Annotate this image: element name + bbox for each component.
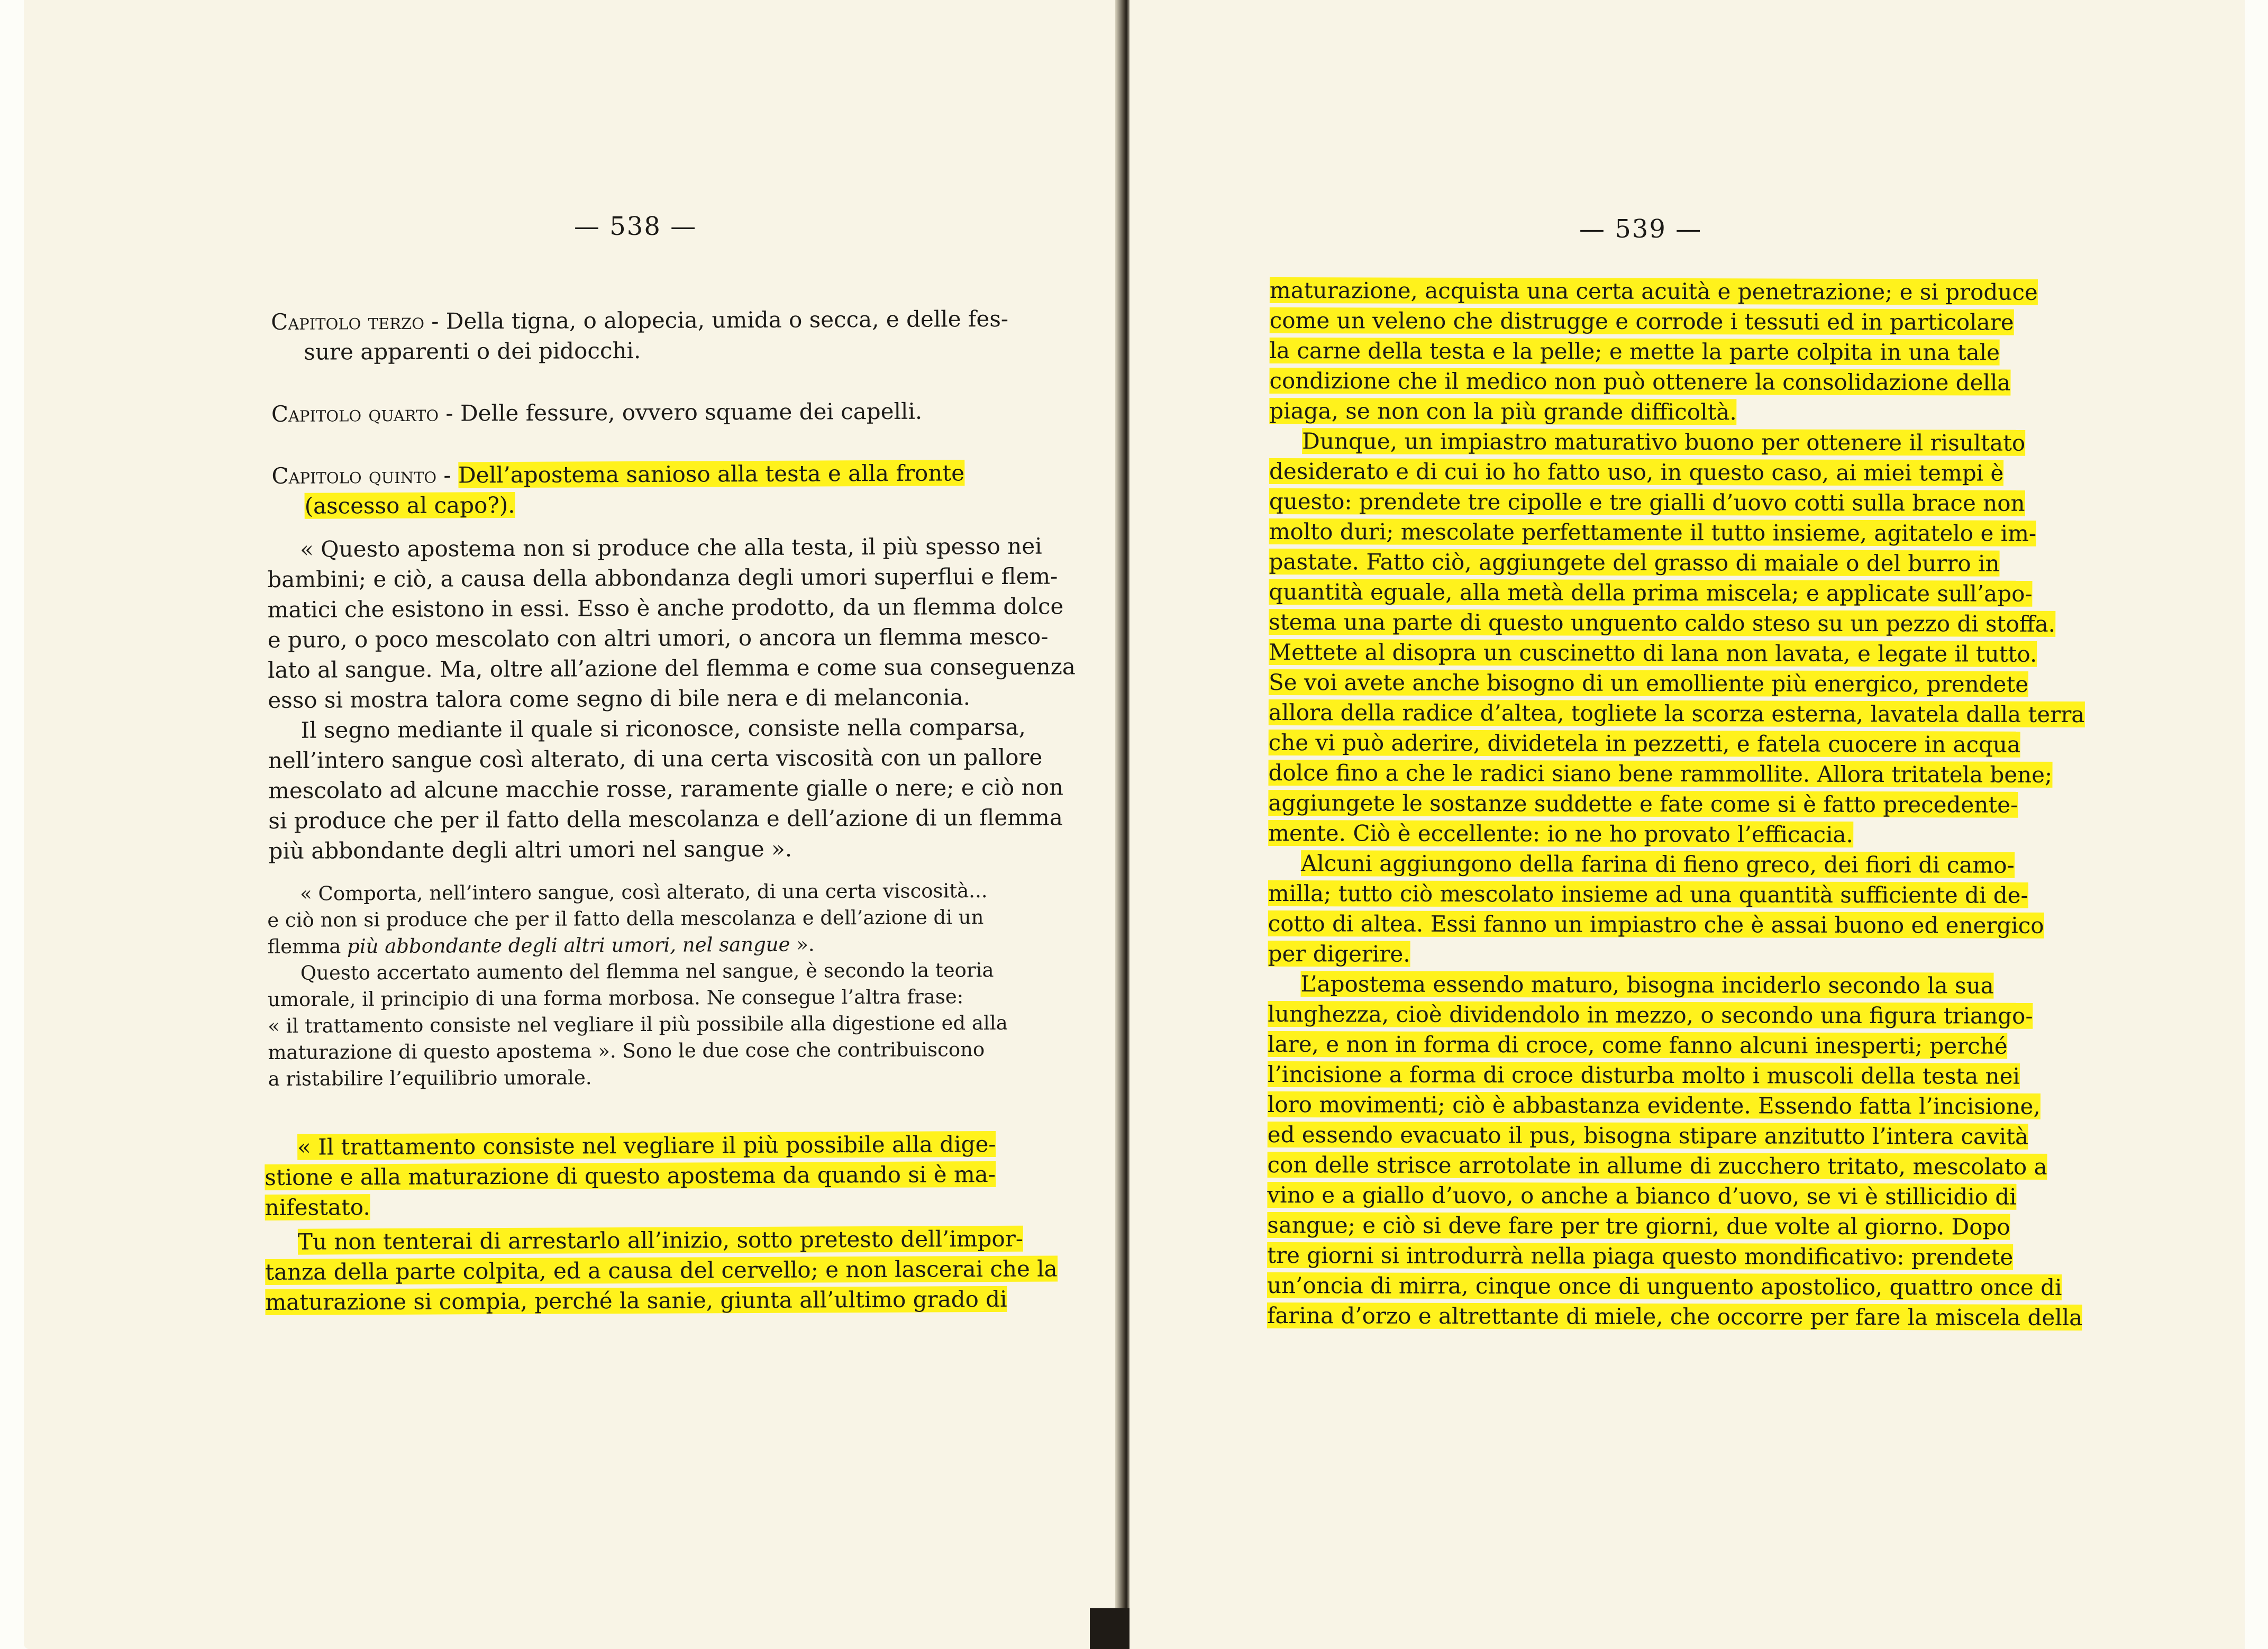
- text-line: [265, 1254, 1058, 1287]
- text-line: [265, 1224, 1048, 1257]
- highlighted-text: maturazione, acquista una certa acuità e penetrazione; e si produce: [1269, 277, 2038, 305]
- text-line: maturazione di questo apostema ». Sono le due cose che contribuiscono: [268, 1038, 985, 1064]
- highlighted-text: loro movimenti; ciò è abbastanza evidente. Essendo fatta l’incisione,: [1267, 1091, 2041, 1119]
- text-line: [1269, 486, 2094, 518]
- text-line: [1268, 1150, 2093, 1182]
- text-line: [1268, 788, 2093, 820]
- highlighted-text: per digerire.: [1268, 940, 1410, 967]
- highlighted-text: lunghezza, cioè dividendolo in mezzo, o secondo una figura triango-: [1268, 1000, 2033, 1029]
- text-line: [1269, 577, 2094, 609]
- highlighted-text: vino e a giallo d’uovo, o anche a bianco d’uovo, se vi è stillicidio di: [1267, 1181, 2017, 1210]
- chapter-list: [271, 304, 1055, 521]
- text-line: [1267, 1240, 2092, 1272]
- text-line: [265, 1189, 1048, 1223]
- text-line: [1269, 607, 2094, 639]
- text-line: [1268, 969, 2093, 1001]
- text-line: mescolato ad alcune macchie rosse, raramente gialle o nere; e ciò non: [268, 774, 1064, 804]
- text-line: e ciò non si produce che per il fatto della mescolanza e dell’azione di un: [267, 906, 984, 932]
- chapter-label: Capitolo terzo: [271, 308, 425, 335]
- highlighted-text: che vi può aderire, dividetela in pezzetti, e fatela cuocere in acqua: [1268, 729, 2021, 758]
- text-line: lato al sangue. Ma, oltre all’azione del flemma e come sua conseguenza: [268, 653, 1076, 683]
- page-number-right: — 539 —: [1579, 214, 1702, 244]
- text-line: esso si mostra talora come segno di bile nera e di melanconia.: [268, 684, 971, 713]
- text-line: [1269, 516, 2094, 549]
- highlighted-text: mente. Ciò è eccellente: io ne ho provato l’efficacia.: [1268, 819, 1854, 848]
- text-line: [1268, 1089, 2093, 1122]
- text-line: [1270, 305, 2095, 338]
- highlighted-text: un’oncia di mirra, cinque once di unguento apostolico, quattro once di: [1267, 1272, 2062, 1300]
- text-line: nell’intero sangue così alterato, di una certa viscosità con un pallore: [268, 744, 1043, 773]
- highlighted-text: Mettete al disopra un cuscinetto di lana non lavata, e legate il tutto.: [1269, 639, 2037, 667]
- text-line: [1269, 727, 2094, 760]
- chapter-title-line: sure apparenti o dei pidocchi.: [304, 337, 641, 365]
- right-page: [1130, 0, 2245, 1649]
- highlighted-text: Dunque, un impiastro maturativo buono per ottenere il risultato: [1302, 428, 2026, 456]
- highlighted-text: tre giorni si introdurrà nella piaga questo mondificativo: prendete: [1267, 1242, 2014, 1270]
- text-line: [1267, 1210, 2092, 1242]
- highlighted-text: molto duri; mescolate perfettamente il tutto insieme, agitatelo e im-: [1269, 518, 2037, 546]
- text-line: [1268, 1059, 2093, 1091]
- chapter-heading: Capitolo quinto - Dell’apostema sanioso alla testa e alla fronte: [271, 460, 965, 489]
- highlighted-text: « Il trattamento consiste nel vegliare il più possibile alla dige-: [297, 1131, 996, 1160]
- highlighted-text: desiderato e di cui io ho fatto uso, in questo caso, ai miei tempi è: [1269, 458, 2004, 486]
- text-line: [1268, 939, 2093, 971]
- highlighted-text: l’incisione a forma di croce disturba molto i muscoli della testa nei: [1267, 1061, 2020, 1089]
- text-line: [1267, 1270, 2092, 1302]
- quoted-passage: [267, 531, 1076, 866]
- highlighted-text: aggiungete le sostanze suddette e fate come si è fatto precedente-: [1268, 789, 2018, 818]
- highlighted-text: nifestato.: [265, 1194, 370, 1220]
- highlighted-text: (ascesso al capo?).: [304, 491, 515, 519]
- text-line: [1269, 396, 2094, 428]
- text-line: [1269, 426, 2094, 458]
- highlighted-text: Alcuni aggiungono della farina di fieno greco, dei fiori di camo-: [1301, 850, 2015, 878]
- highlighted-text: questo: prendete tre cipolle e tre gialli d’uovo cotti sulla brace non: [1269, 488, 2025, 516]
- text-line: [1270, 275, 2095, 307]
- highlighted-text: farina d’orzo e altrettante di miele, che occorre per fare la miscela della: [1267, 1302, 2083, 1331]
- highlighted-text: pastate. Fatto ciò, aggiungete del grasso di maiale o del burro in: [1269, 548, 2000, 577]
- text-line: a ristabilire l’equilibrio umorale.: [268, 1066, 592, 1090]
- text-line: [1268, 908, 2093, 941]
- highlighted-text: condizione che il medico non può ottenere la consolidazione della: [1269, 367, 2011, 396]
- right-page-text: [1267, 275, 2095, 1333]
- chapter-heading: Capitolo quarto - Delle fessure, ovvero squame dei capelli.: [271, 398, 923, 427]
- text-line: [1268, 818, 2093, 850]
- text-line: « Comporta, nell’intero sangue, così alterato, di una certa viscosità...: [300, 879, 988, 905]
- text-line: [1269, 637, 2094, 669]
- text-line: [1267, 1300, 2092, 1333]
- highlighted-text: quantità eguale, alla metà della prima miscela; e applicate sull’apo-: [1269, 578, 2033, 607]
- text-line: [1268, 758, 2093, 790]
- highlighted-text: allora della radice d’altea, togliete la scorza esterna, lavatela dalla terra: [1268, 699, 2085, 728]
- text-line: « il trattamento consiste nel vegliare il più possibile alla digestione ed alla: [268, 1011, 1008, 1037]
- highlighted-text: Se voi avete anche bisogno di un emolliente più energico, prendete: [1268, 669, 2029, 697]
- text-line: Questo accertato aumento del flemma nel sangue, è secondo la teoria: [300, 959, 994, 985]
- text-line: umorale, il principio di una forma morbosa. Ne consegue l’altra frase:: [267, 985, 964, 1011]
- highlighted-text: tanza della parte colpita, ed a causa del cervello; e non lascerai che la: [265, 1255, 1058, 1285]
- text-line: [1269, 546, 2094, 579]
- highlighted-text: milla; tutto ciò mescolato insieme ad una quantità sufficiente di de-: [1268, 880, 2028, 908]
- text-line: [1269, 697, 2094, 730]
- treatment-passage: [265, 1129, 1058, 1317]
- text-line: [1267, 1180, 2092, 1212]
- text-line: [1268, 1029, 2093, 1061]
- highlighted-text: Tu non tenterai di arrestarlo all’inizio, sotto pretesto dell’impor-: [297, 1225, 1024, 1255]
- commentary: [267, 878, 1051, 1092]
- text-line: « Questo apostema non si produce che alla testa, il più spesso nei: [300, 533, 1042, 562]
- highlighted-text: ed essendo evacuato il pus, bisogna stipare anzitutto l’intera cavità: [1267, 1121, 2029, 1150]
- text-line: [1268, 848, 2093, 880]
- text-line: [1270, 335, 2095, 368]
- highlighted-text: Dell’apostema sanioso alla testa e alla fronte: [458, 460, 965, 488]
- text-line: si produce che per il fatto della mescolanza e dell’azione di un flemma: [268, 804, 1063, 834]
- highlighted-text: stione e alla maturazione di questo apostema da quando si è ma-: [265, 1161, 996, 1190]
- highlighted-text: piaga, se non con la più grande difficoltà.: [1269, 397, 1737, 425]
- highlighted-text: cotto di altea. Essi fanno un impiastro che è assai buono ed energico: [1268, 910, 2044, 939]
- text-line: [265, 1159, 1048, 1192]
- highlighted-text: stema una parte di questo unguento caldo steso su un pezzo di stoffa.: [1269, 608, 2056, 637]
- text-line: flemma più abbondante degli altri umori, nel sangue ».: [267, 933, 815, 958]
- highlighted-text: L’apostema essendo maturo, bisogna inciderlo secondo la sua: [1300, 971, 1994, 999]
- highlighted-text: la carne della testa e la pelle; e mette la parte colpita in una tale: [1269, 337, 2000, 366]
- text-line: matici che esistono in essi. Esso è anche prodotto, da un flemma dolce: [267, 593, 1064, 623]
- page-number-left: — 538 —: [574, 212, 697, 241]
- highlighted-text: come un veleno che distrugge e corrode i tessuti ed in particolare: [1269, 307, 2014, 335]
- text-line: [265, 1284, 1048, 1317]
- chapter-title-line: [272, 488, 1055, 521]
- text-line: [1268, 1119, 2093, 1152]
- highlighted-text: con delle strisce arrotolate in allume di zucchero tritato, mescolato a: [1267, 1151, 2047, 1180]
- chapter-label: Capitolo quarto: [271, 400, 439, 427]
- highlighted-text: lare, e non in forma di croce, come fanno alcuni inesperti; perché: [1268, 1031, 2008, 1059]
- text-line: più abbondante degli altri umori nel sangue ».: [268, 835, 793, 864]
- highlighted-text: maturazione si compia, perché la sanie, giunta all’ultimo grado di: [265, 1286, 1007, 1315]
- chapter-heading: Capitolo terzo - Della tigna, o alopecia, umida o secca, e delle fes-: [271, 305, 1009, 335]
- text-line: [1268, 878, 2093, 910]
- text-line: Il segno mediante il quale si riconosce, consiste nella comparsa,: [300, 714, 1026, 743]
- text-line: e puro, o poco mescolato con altri umori, o ancora un flemma mesco-: [267, 623, 1049, 653]
- highlighted-text: sangue; e ciò si deve fare per tre giorni, due volte al giorno. Dopo: [1267, 1211, 2010, 1240]
- text-line: [1269, 667, 2094, 699]
- text-line: bambini; e ciò, a causa della abbondanza degli umori superflui e flem-: [267, 563, 1058, 593]
- text-line: [1269, 456, 2094, 488]
- highlighted-text: dolce fino a che le radici siano bene rammollite. Allora tritatela bene;: [1268, 759, 2053, 788]
- text-line: [1268, 999, 2093, 1031]
- left-page: [24, 0, 1116, 1649]
- book-gutter: [1115, 0, 1131, 1649]
- text-line: [1269, 366, 2094, 398]
- chapter-label: Capitolo quinto: [271, 462, 437, 489]
- text-line: [265, 1129, 1048, 1162]
